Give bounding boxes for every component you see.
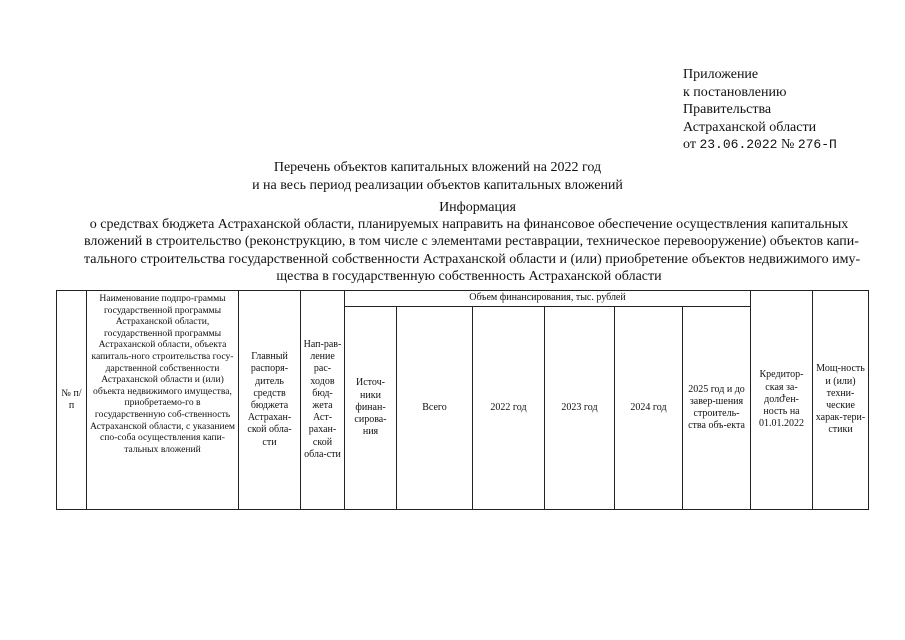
appendix-date-prefix: от (683, 137, 700, 153)
appendix-date: 23.06.2022 (699, 137, 778, 153)
header-capacity: Мощ-ность и (или) техни-ческие харак-тери-стики (813, 291, 869, 510)
info-line: о средствах бюджета Астраханской области, планируемых направить на финансовое обеспечение осуществления капитальных (89, 217, 849, 232)
header-year-2024: 2024 год (615, 307, 683, 510)
appendix-line: к постановлению (683, 84, 787, 100)
appendix-date-line (683, 136, 883, 154)
header-total: Всего (397, 307, 473, 510)
document-title-line-1: Перечень объектов капитальных вложений на 2022 год (273, 160, 602, 175)
info-line: щества в государственную собственность Астраханской области (276, 269, 662, 285)
appendix-line: Приложение (683, 67, 759, 82)
appendix-line: Астраханской области (683, 119, 817, 135)
header-object-name: Наименование подпро-граммы государственной программы Астраханской области, государственной программы Астраханской области, объекта капиталь-ного строительства госу-дарственной собственности Астраханской области и (или) объекта недвижимого имущества, приобретаемо-го в государственную соб-ственность Астраханской области, с указанием спо-соба осуществления капи-тальных вложений (87, 291, 239, 510)
header-year-2025-completion: 2025 год и до завер-шения строитель-ства объ-екта (683, 307, 751, 510)
info-line: тального строительства государственной собственности Астраханской области и (или) приобретение объектов недвижимого иму- (84, 251, 861, 267)
header-creditor-debt: Кредитор-ская за-долժен-ность на 01.01.2022 (751, 291, 813, 510)
capital-investment-table (56, 290, 869, 510)
header-financing-volume: Объем финансирования, тыс. рублей (345, 291, 751, 307)
appendix-number-sign: № (777, 137, 798, 153)
header-row-number: № п/п (57, 291, 87, 510)
header-year-2023: 2023 год (545, 307, 615, 510)
header-funding-sources: Источ-ники финан-сирова-ния (345, 307, 397, 510)
appendix-number: 276-П (797, 137, 837, 153)
info-paragraph (84, 216, 861, 286)
info-heading: Информация (439, 200, 516, 215)
info-line: вложений в строительство (реконструкцию, в том числе с элементами реставрации, техническое перевооружение) объектов капи- (84, 234, 859, 250)
header-expense-direction: Нап-рав-ление рас-ходов бюд-жета Аст-рахан-ской обла-сти (301, 291, 345, 510)
appendix-line: Правительства (683, 102, 772, 118)
header-budget-manager: Главный распоря-дитель средств бюджета Астрахан-ской обла-сти (239, 291, 301, 510)
header-year-2022: 2022 год (473, 307, 545, 510)
appendix-block (683, 66, 883, 154)
document-title-line-2: и на весь период реализации объектов капитальных вложений (252, 178, 623, 193)
